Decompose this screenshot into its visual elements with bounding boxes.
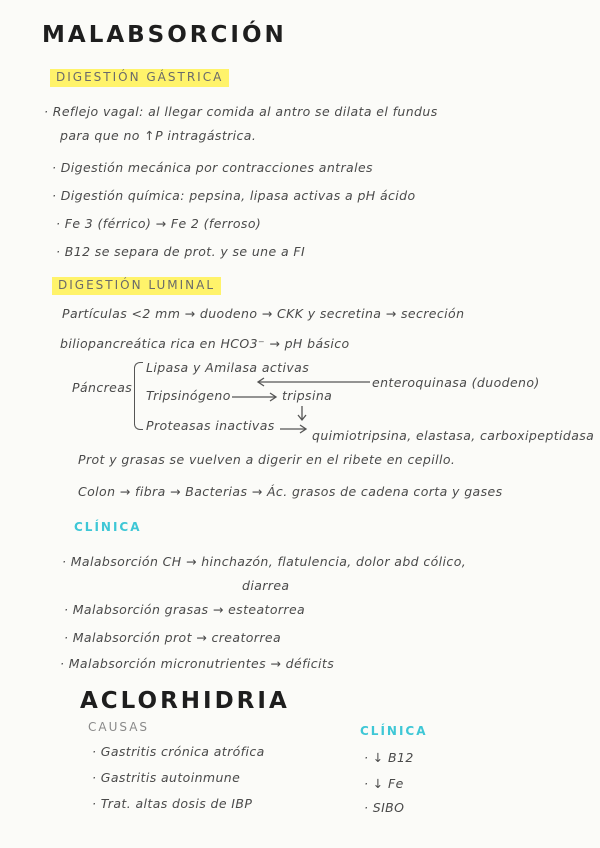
gastrica-line-6: · B12 se separa de prot. y se une a FI — [56, 244, 306, 259]
gastrica-line-5: · Fe 3 (férrico) → Fe 2 (ferroso) — [56, 216, 262, 231]
clinica-item-1: · Malabsorción CH → hinchazón, flatulencia, dolor abd cólico, — [62, 554, 467, 569]
luminal-line-3: Prot y grasas se vuelven a digerir en el ribete en cepillo. — [78, 452, 456, 467]
gastrica-line-2: para que no ↑P intragástrica. — [60, 128, 257, 143]
clinica-item-4: · Malabsorción micronutrientes → déficits — [60, 656, 335, 671]
clinica-item-3: · Malabsorción prot → creatorrea — [64, 630, 282, 645]
proteasas-target: quimiotripsina, elastasa, carboxipeptidasa — [312, 428, 595, 443]
causas-heading: CAUSAS — [88, 720, 150, 734]
clinica-item-2: · Malabsorción grasas → esteatorrea — [64, 602, 306, 617]
luminal-line-2: biliopancreática rica en HCO3⁻ → pH básico — [60, 336, 350, 351]
page-title: MALABSORCIÓN — [42, 22, 287, 48]
tripsina-label: tripsina — [282, 388, 333, 403]
aclorhidria-title: ACLORHIDRIA — [80, 688, 290, 714]
gastrica-line-1: · Reflejo vagal: al llegar comida al antro se dilata el fundus — [44, 104, 438, 119]
heading-clinica-label: CLÍNICA — [74, 520, 142, 534]
luminal-line-1: Partículas <2 mm → duodeno → CKK y secretina → secreción — [62, 306, 465, 321]
pancreas-branch-lipasa: Lipasa y Amilasa activas — [146, 360, 310, 375]
heading-luminal-label: DIGESTIÓN LUMINAL — [52, 277, 221, 295]
causa-item-3: · Trat. altas dosis de IBP — [92, 796, 253, 811]
pancreas-label: Páncreas — [72, 380, 133, 395]
pancreas-branch-tripsinogeno: Tripsinógeno — [146, 388, 231, 403]
causa-item-1: · Gastritis crónica atrófica — [92, 744, 265, 759]
aclorhidria-clinica-b12: · ↓ B12 — [364, 750, 414, 765]
heading-gastrica-label: DIGESTIÓN GÁSTRICA — [50, 69, 229, 87]
enteroquinasa-label: enteroquinasa (duodeno) — [372, 375, 540, 390]
clinica-item-1-cont: diarrea — [242, 578, 290, 593]
gastrica-line-3: · Digestión mecánica por contracciones antrales — [52, 160, 373, 175]
aclorhidria-clinica-heading: CLÍNICA — [360, 724, 428, 738]
pancreas-branch-proteasas: Proteasas inactivas — [146, 418, 275, 433]
causa-item-2: · Gastritis autoinmune — [92, 770, 241, 785]
gastrica-line-4: · Digestión química: pepsina, lipasa activas a pH ácido — [52, 188, 416, 203]
aclorhidria-clinica-fe: · ↓ Fe — [364, 776, 404, 791]
luminal-line-4: Colon → fibra → Bacterias → Ác. grasos de cadena corta y gases — [78, 484, 503, 499]
aclorhidria-clinica-sibo: · SIBO — [364, 800, 405, 815]
